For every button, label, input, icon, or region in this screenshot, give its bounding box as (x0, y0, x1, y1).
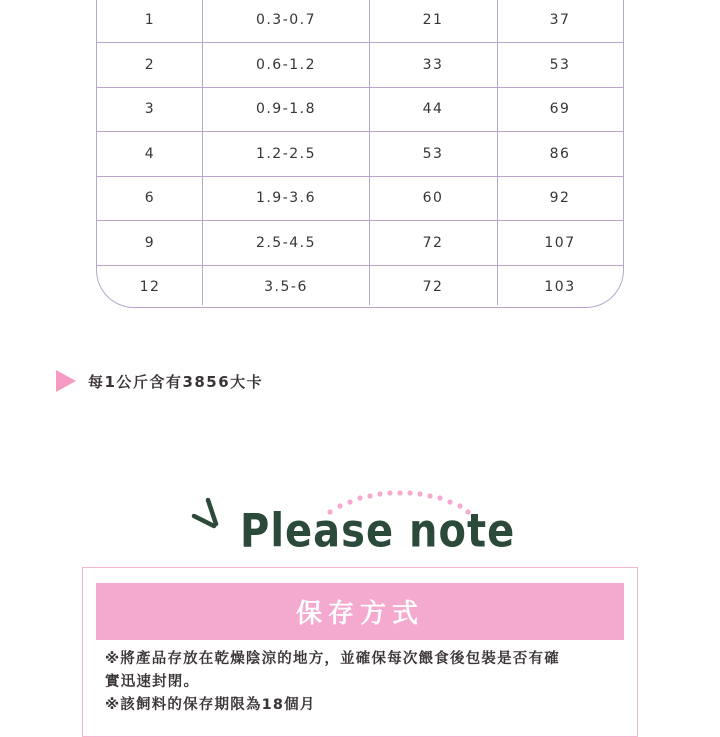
table-cell: 107 (544, 234, 576, 251)
table-cell: 3.5-6 (264, 278, 308, 295)
storage-line: ※該飼料的保存期限為18個月 (105, 697, 316, 713)
table-cell: 33 (422, 56, 444, 73)
storage-title: 保存方式 (295, 599, 424, 629)
table-cell: 60 (422, 189, 444, 206)
table-cell: 44 (422, 100, 444, 117)
table-row (97, 0, 623, 43)
table-cell: 72 (422, 234, 444, 251)
storage-section (82, 567, 638, 737)
table-cell: 72 (422, 278, 444, 295)
table-cell: 37 (549, 11, 571, 28)
table-cell: 1 (144, 11, 156, 28)
page-title: Please note (240, 505, 516, 558)
storage-banner (96, 583, 624, 640)
table-cell: 69 (549, 100, 571, 117)
table-cell: 53 (422, 145, 444, 162)
table-cell: 0.9-1.8 (255, 100, 317, 117)
table-cell: 2 (144, 56, 156, 73)
table-cell: 12 (139, 278, 161, 295)
table-cell: 9 (144, 234, 156, 251)
table-cell: 92 (549, 189, 571, 206)
table-cell: 86 (549, 145, 571, 162)
triangle-bullet-icon (56, 370, 76, 392)
table-row (97, 86, 623, 132)
table-row (97, 131, 623, 177)
table-cell: 103 (544, 278, 576, 295)
calorie-note-text: 每1公斤含有3856大卡 (88, 372, 264, 391)
feeding-table (96, 0, 624, 308)
storage-line: 實迅速封閉。 (105, 674, 200, 690)
table-cell: 21 (422, 11, 444, 28)
table-row (97, 42, 623, 88)
table-row (97, 264, 623, 308)
table-cell: 4 (144, 145, 156, 162)
table-cell: 1.9-3.6 (255, 189, 317, 206)
table-cell: 0.6-1.2 (255, 56, 317, 73)
table-row (97, 220, 623, 266)
table-cell: 2.5-4.5 (255, 234, 317, 251)
calorie-note (56, 369, 263, 393)
storage-instructions (105, 648, 625, 717)
storage-line: ※將產品存放在乾燥陰涼的地方，並確保每次餵食後包裝是否有確 (105, 651, 560, 667)
table-row (97, 175, 623, 221)
table-cell: 6 (144, 189, 156, 206)
table-cell: 0.3-0.7 (255, 11, 317, 28)
table-cell: 1.2-2.5 (255, 145, 317, 162)
table-cell: 53 (549, 56, 571, 73)
table-cell: 3 (144, 100, 156, 117)
